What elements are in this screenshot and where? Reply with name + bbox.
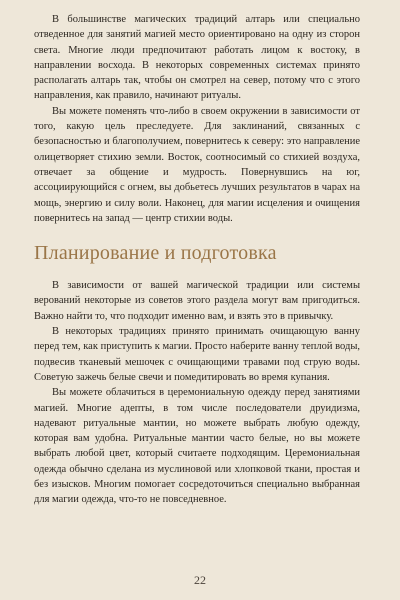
paragraph: В некоторых традициях принято принимать очищающую ванну перед тем, как приступить к магии. Просто наберите ванну теплой воды, подвесив тканевый мешочек с очищающими травами под струю воды. Советую зажечь белые свечи и помедитировать во время купания.	[34, 326, 360, 383]
paragraph: В зависимости от вашей магической традиции или системы верований некоторые из советов этого раздела могут вам пригодиться. Важно найти то, что подходит именно вам, и взять это в привычку.	[34, 280, 360, 322]
paragraph: В большинстве магических традиций алтарь или специально отведенное для занятий магией место ориентировано на одну из сторон света. Многие люди предпочитают работать лицом к востоку, в направлении восхода. В некоторых современных системах принято располагать алтарь так, чтобы он смотрел на север, потому что с этого направления, как правило, начинают ритуалы.	[34, 14, 360, 102]
paragraph: Вы можете поменять что-либо в своем окружении в зависимости от того, какую цель преследуете. Для заклинаний, связанных с безопасностью и благополучием, повернитесь к северу: это направление олицетворяет стихию земли. Восток, соотносимый со стихией воздуха, отвечает за общение и мудрость. Повернувшись на юг, ассоциирующийся с огнем, вы добьетесь лучших результатов в чарах на мощь, энергию и силу воли. Наконец, для магии исцеления и очищения повернитесь на запад — центр стихии воды.	[34, 105, 360, 224]
paragraph: Вы можете облачиться в церемониальную одежду перед занятиями магией. Многие адепты, в том числе последователи друидизма, надевают ритуальные мантии, но можете выбрать любую одежду, которая вам удобна. Ритуальные мантии часто белые, но вы можете выбрать любой цвет, который считаете подходящим. Церемониальная одежда обычно сделана из муслиновой или хлопковой ткани, простая и без изысков. Многим помогает сосредоточиться специально выбранная для магии одежда, что-то не повседневное.	[34, 387, 360, 506]
page-number: 22	[194, 573, 206, 587]
section-heading: Планирование и подготовка	[34, 242, 277, 265]
